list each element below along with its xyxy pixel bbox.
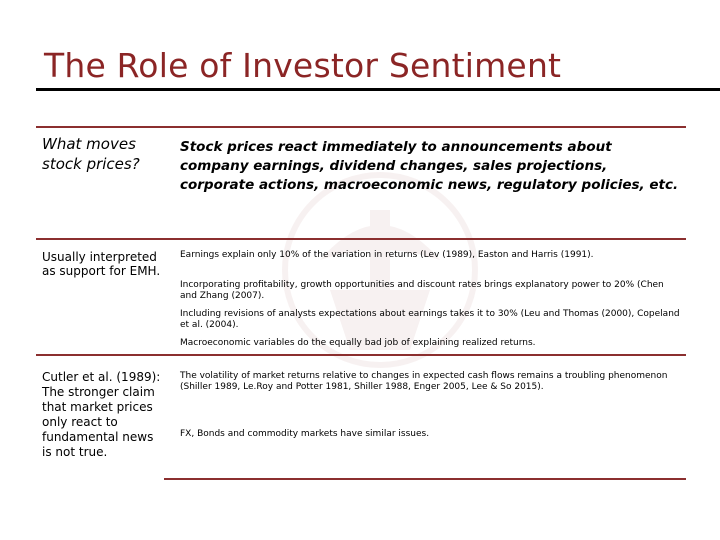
list-item: Earnings explain only 10% of the variation in returns (Lev (1989), Easton and Harris (1991). xyxy=(180,250,594,260)
list-item: Macroeconomic variables do the equally bad job of explaining realized returns. xyxy=(180,338,536,348)
row-divider xyxy=(164,238,686,240)
row-divider xyxy=(36,354,164,356)
row-label-emh: Usually interpreted as support for EMH. xyxy=(42,250,161,278)
row-label-what-moves: What moves stock prices? xyxy=(42,135,140,173)
row-label-cutler: Cutler et al. (1989): The stronger claim that market prices only react to fundamental news is not true. xyxy=(42,370,161,459)
slide-title: The Role of Investor Sentiment xyxy=(44,46,562,85)
list-item: Incorporating profitability, growth opportunities and discount rates brings explanatory power to 20% (Chen and Zhang (2007). xyxy=(180,280,664,301)
row-divider xyxy=(164,354,686,356)
row-divider xyxy=(164,126,686,128)
row-divider xyxy=(36,238,164,240)
row-divider xyxy=(164,478,686,480)
row-divider xyxy=(36,126,164,128)
list-item: The volatility of market returns relative to changes in expected cash flows remains a troubling phenomenon (Shiller 1989, Le.Roy and Potter 1981, Shiller 1988, Enger 2005, Lee & So 2015). xyxy=(180,371,668,392)
title-underline xyxy=(36,88,720,91)
list-item: Including revisions of analysts expectations about earnings takes it to 30% (Leu and Thomas (2000), Copeland et al. (2004). xyxy=(180,309,680,330)
list-item: FX, Bonds and commodity markets have similar issues. xyxy=(180,429,430,439)
row-content-price-reaction: Stock prices react immediately to announcements about company earnings, dividend changes, sales projections, corporate actions, macroeconomic news, regulatory policies, etc. xyxy=(180,139,679,193)
